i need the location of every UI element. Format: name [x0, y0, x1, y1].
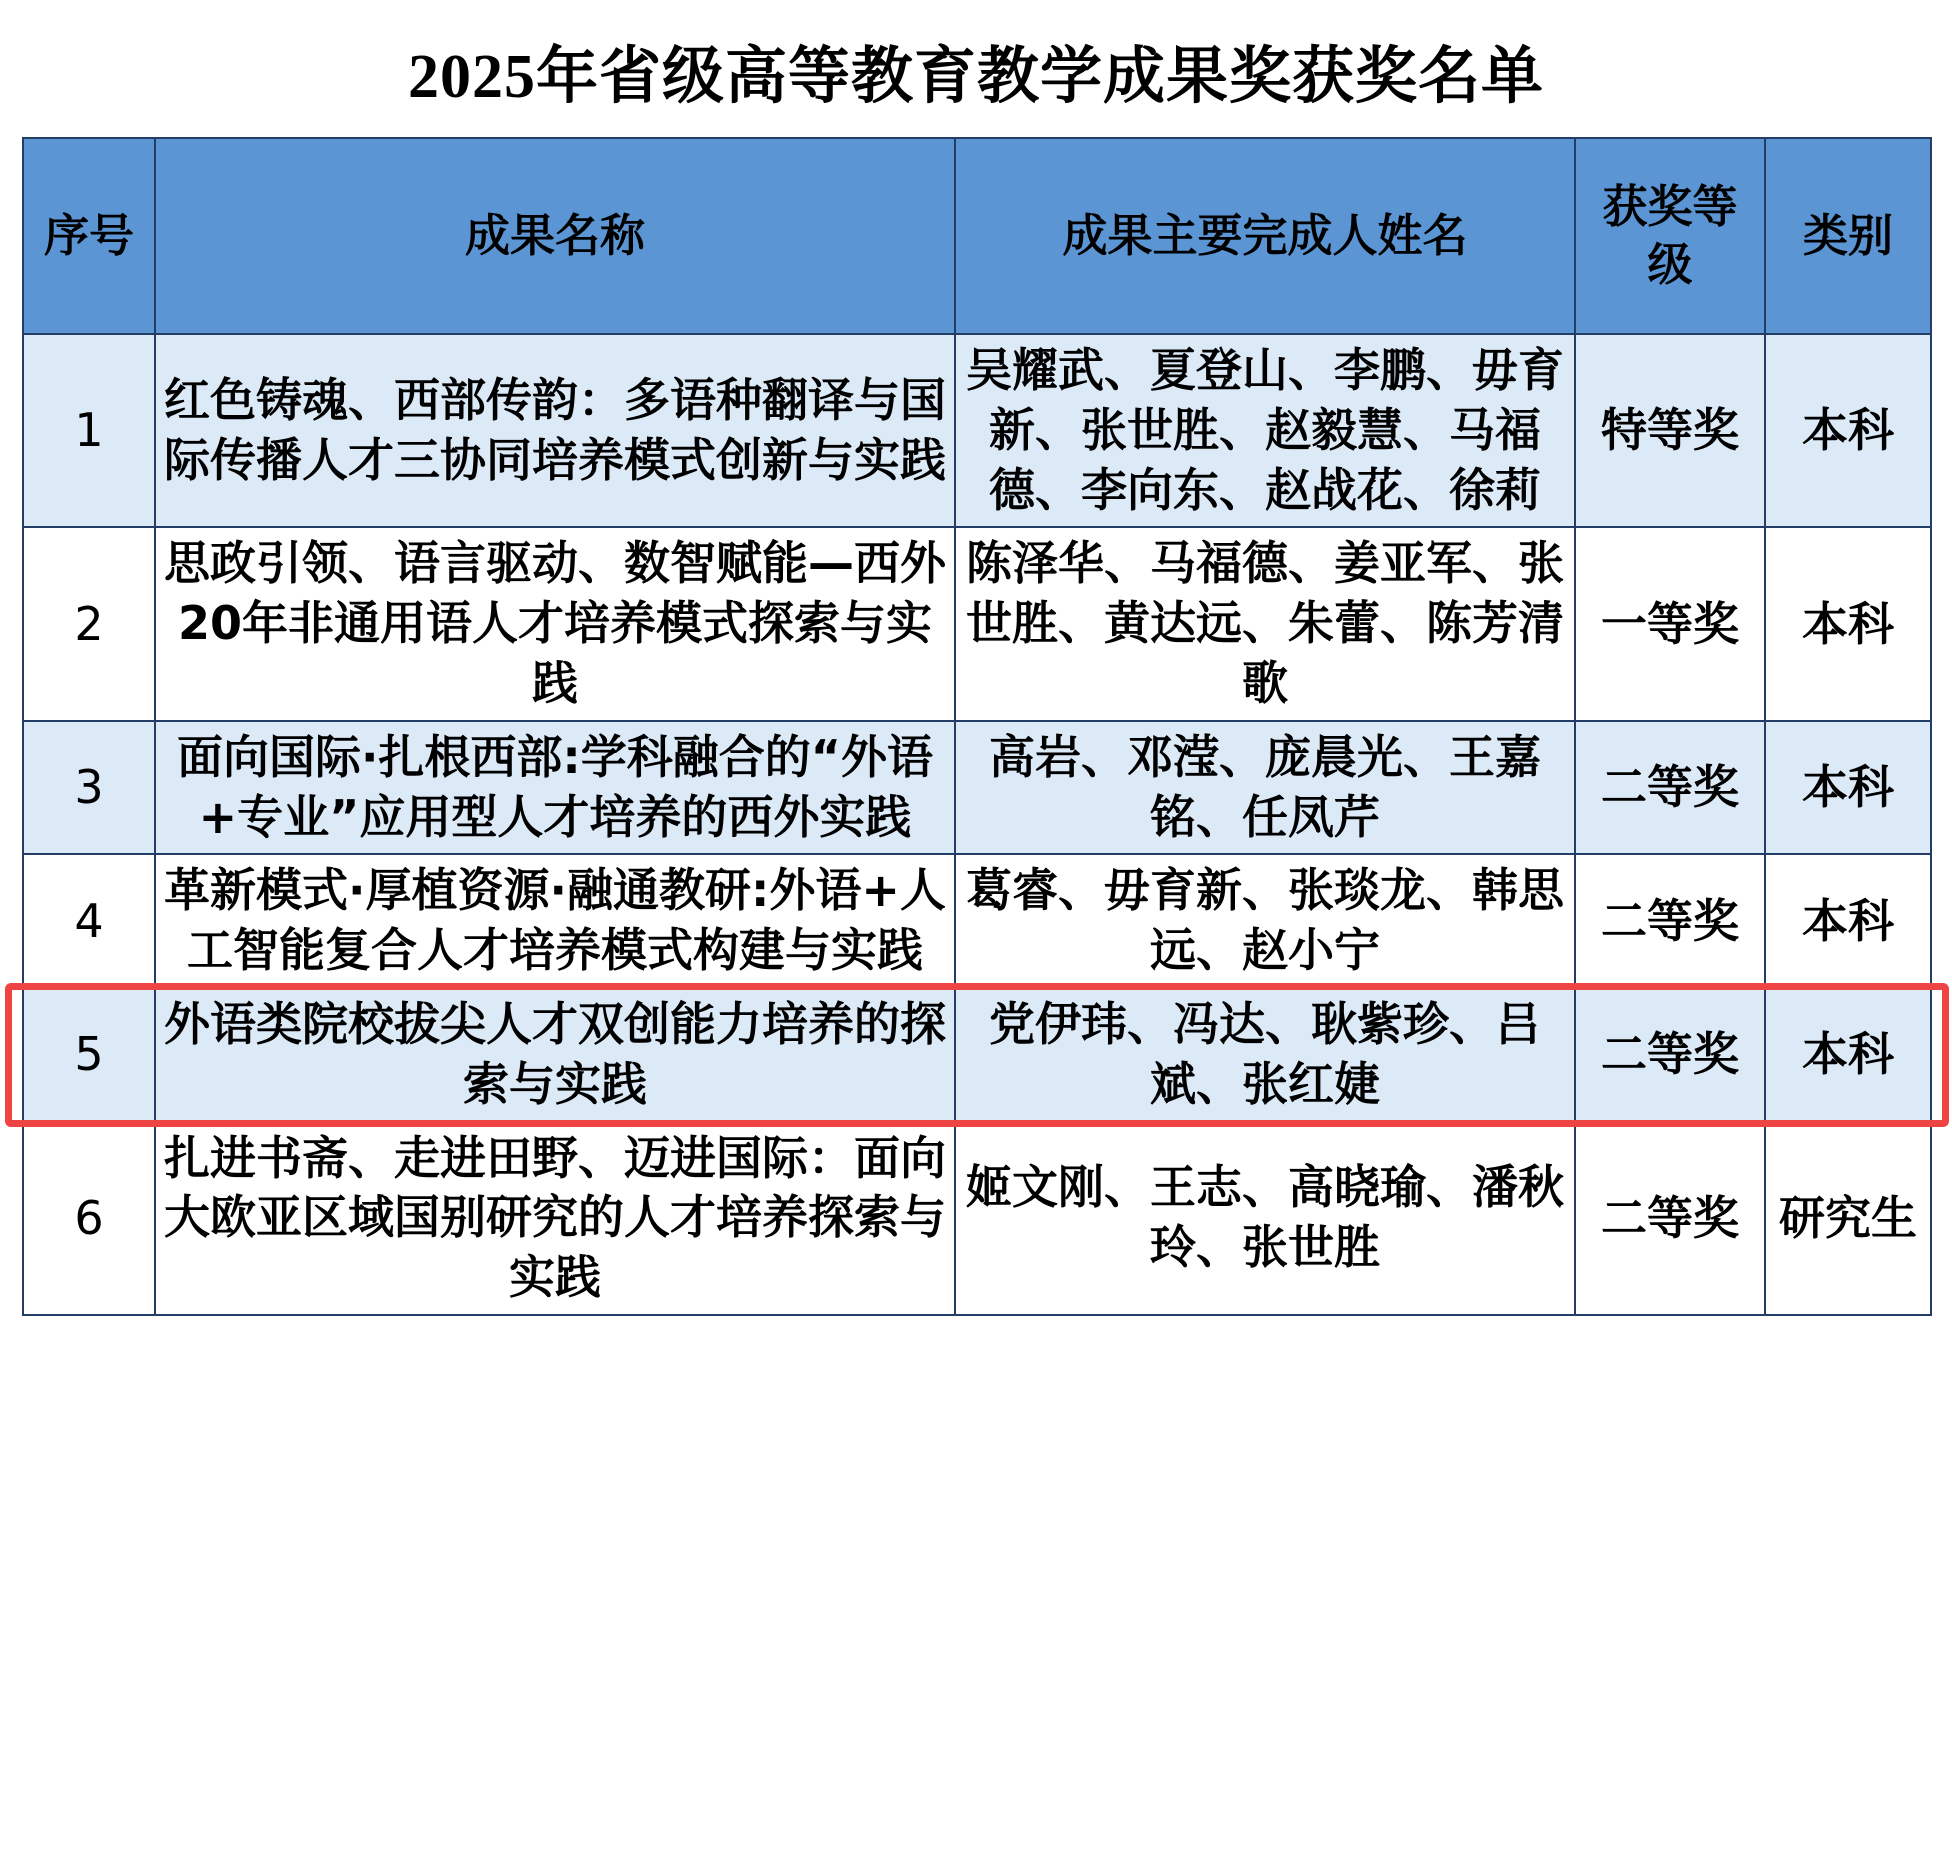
cell-award-level: 二等奖	[1575, 854, 1765, 988]
cell-category: 本科	[1765, 527, 1931, 720]
cell-achievement-name: 扎进书斋、走进田野、迈进国际：面向大欧亚区域国别研究的人才培养探索与实践	[155, 1122, 955, 1315]
table-row	[23, 1122, 1931, 1315]
cell-index: 3	[23, 721, 155, 855]
table-body	[23, 334, 1931, 1315]
cell-index: 6	[23, 1122, 155, 1315]
cell-contributors: 党伊玮、冯达、耿紫珍、吕斌、张红婕	[955, 988, 1575, 1122]
column-header-contributors: 成果主要完成人姓名	[955, 138, 1575, 334]
cell-contributors: 高岩、邓滢、庞晨光、王嘉铭、任凤芹	[955, 721, 1575, 855]
cell-index: 4	[23, 854, 155, 988]
cell-category: 研究生	[1765, 1122, 1931, 1315]
cell-index: 5	[23, 988, 155, 1122]
cell-award-level: 一等奖	[1575, 527, 1765, 720]
cell-achievement-name: 思政引领、语言驱动、数智赋能—西外20年非通用语人才培养模式探索与实践	[155, 527, 955, 720]
cell-achievement-name: 革新模式·厚植资源·融通教研:外语+人工智能复合人才培养模式构建与实践	[155, 854, 955, 988]
cell-award-level: 二等奖	[1575, 1122, 1765, 1315]
cell-contributors: 葛睿、毋育新、张琰龙、韩思远、赵小宁	[955, 854, 1575, 988]
column-header-achievement-name: 成果名称	[155, 138, 955, 334]
cell-achievement-name: 外语类院校拔尖人才双创能力培养的探索与实践	[155, 988, 955, 1122]
table-row	[23, 527, 1931, 720]
table-row-highlighted	[23, 988, 1931, 1122]
table-container	[22, 137, 1930, 1316]
column-header-category: 类别	[1765, 138, 1931, 334]
column-header-award-level: 获奖等级	[1575, 138, 1765, 334]
cell-achievement-name: 面向国际·扎根西部:学科融合的“外语+专业”应用型人才培养的西外实践	[155, 721, 955, 855]
cell-achievement-name: 红色铸魂、西部传韵：多语种翻译与国际传播人才三协同培养模式创新与实践	[155, 334, 955, 527]
cell-index: 1	[23, 334, 155, 527]
cell-category: 本科	[1765, 988, 1931, 1122]
table-header	[23, 138, 1931, 334]
cell-index: 2	[23, 527, 155, 720]
page-title: 2025年省级高等教育教学成果奖获奖名单	[407, 43, 1544, 111]
cell-category: 本科	[1765, 854, 1931, 988]
column-header-index: 序号	[23, 138, 155, 334]
cell-award-level: 特等奖	[1575, 334, 1765, 527]
cell-category: 本科	[1765, 721, 1931, 855]
cell-category: 本科	[1765, 334, 1931, 527]
cell-contributors: 陈泽华、马福德、姜亚军、张世胜、黄达远、朱蕾、陈芳清歌	[955, 527, 1575, 720]
cell-contributors: 吴耀武、夏登山、李鹏、毋育新、张世胜、赵毅慧、马福德、李向东、赵战花、徐莉	[955, 334, 1575, 527]
cell-award-level: 二等奖	[1575, 988, 1765, 1122]
cell-award-level: 二等奖	[1575, 721, 1765, 855]
table-row	[23, 721, 1931, 855]
table-header-row	[23, 138, 1931, 334]
cell-contributors: 姬文刚、王志、高晓瑜、潘秋玲、张世胜	[955, 1122, 1575, 1315]
table-row	[23, 334, 1931, 527]
award-list-table	[22, 137, 1932, 1316]
table-row	[23, 854, 1931, 988]
